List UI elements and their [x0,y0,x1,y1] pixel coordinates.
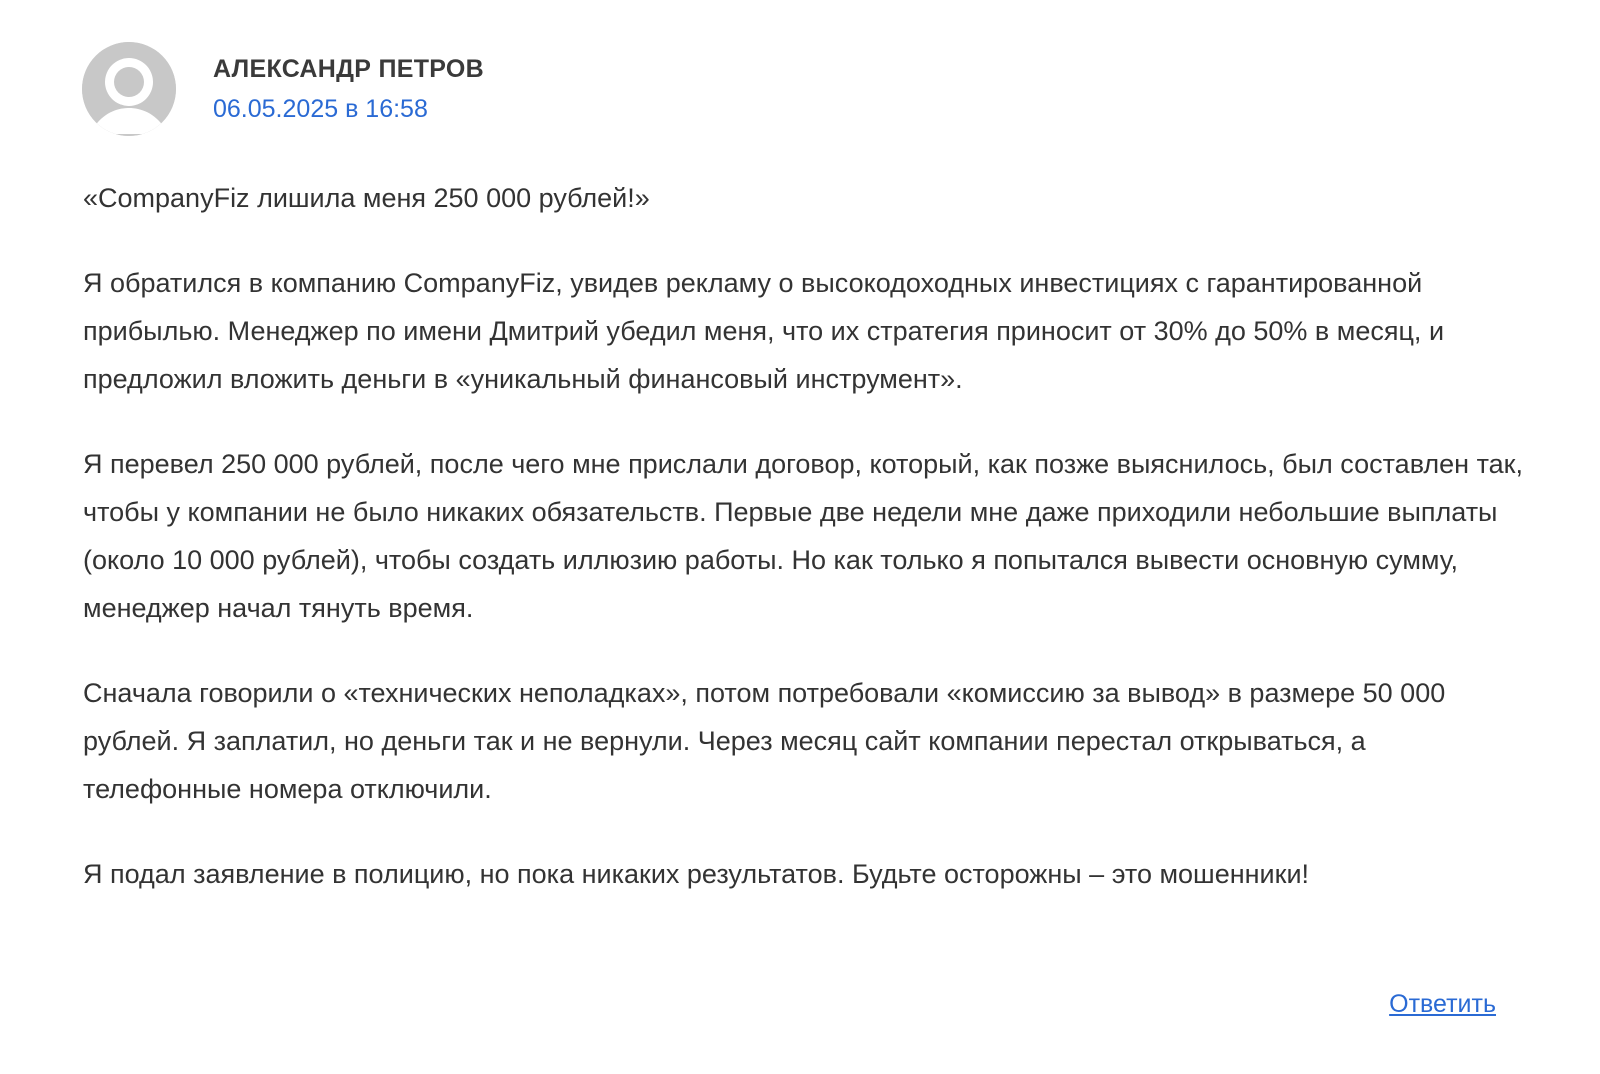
avatar [82,42,176,136]
comment-body [83,174,1523,935]
comment-paragraph: Сначала говорили о «технических неполадках», потом потребовали «комиссию за вывод» в размере 50 000 рублей. Я заплатил, но деньги так и не вернули. Через месяц сайт компании перестал открываться, а телефонные номера отключили. [83,678,1446,804]
default-user-avatar-icon [82,42,176,136]
comment-paragraph: Я обратился в компанию CompanyFiz, увидев рекламу о высокодоходных инвестициях с гарантированной прибылью. Менеджер по имени Дмитрий убедил меня, что их стратегия приносит от 30% до 50% в месяц, и предложил вложить деньги в «уникальный финансовый инструмент». [83,268,1445,394]
reply-link[interactable]: Ответить [1389,990,1496,1018]
comment-paragraph-title: «CompanyFiz лишила меня 250 000 рублей!» [83,183,650,213]
comment-paragraph: Я подал заявление в полицию, но пока никаких результатов. Будьте осторожны – это мошенники! [83,859,1310,889]
comment-date[interactable]: 06.05.2025 в 16:58 [213,95,428,123]
author-name: АЛЕКСАНДР ПЕТРОВ [213,55,485,83]
comment-paragraph: Я перевел 250 000 рублей, после чего мне прислали договор, который, как позже выяснилось, был составлен так, чтобы у компании не было никаких обязательств. Первые две недели мне даже приходили небольшие выплаты (около 10 000 рублей), чтобы создать иллюзию работы. Но как только я попытался вывести основную сумму, менеджер начал тянуть время. [83,449,1523,623]
comment-meta [213,42,484,124]
comment-header [82,42,484,136]
